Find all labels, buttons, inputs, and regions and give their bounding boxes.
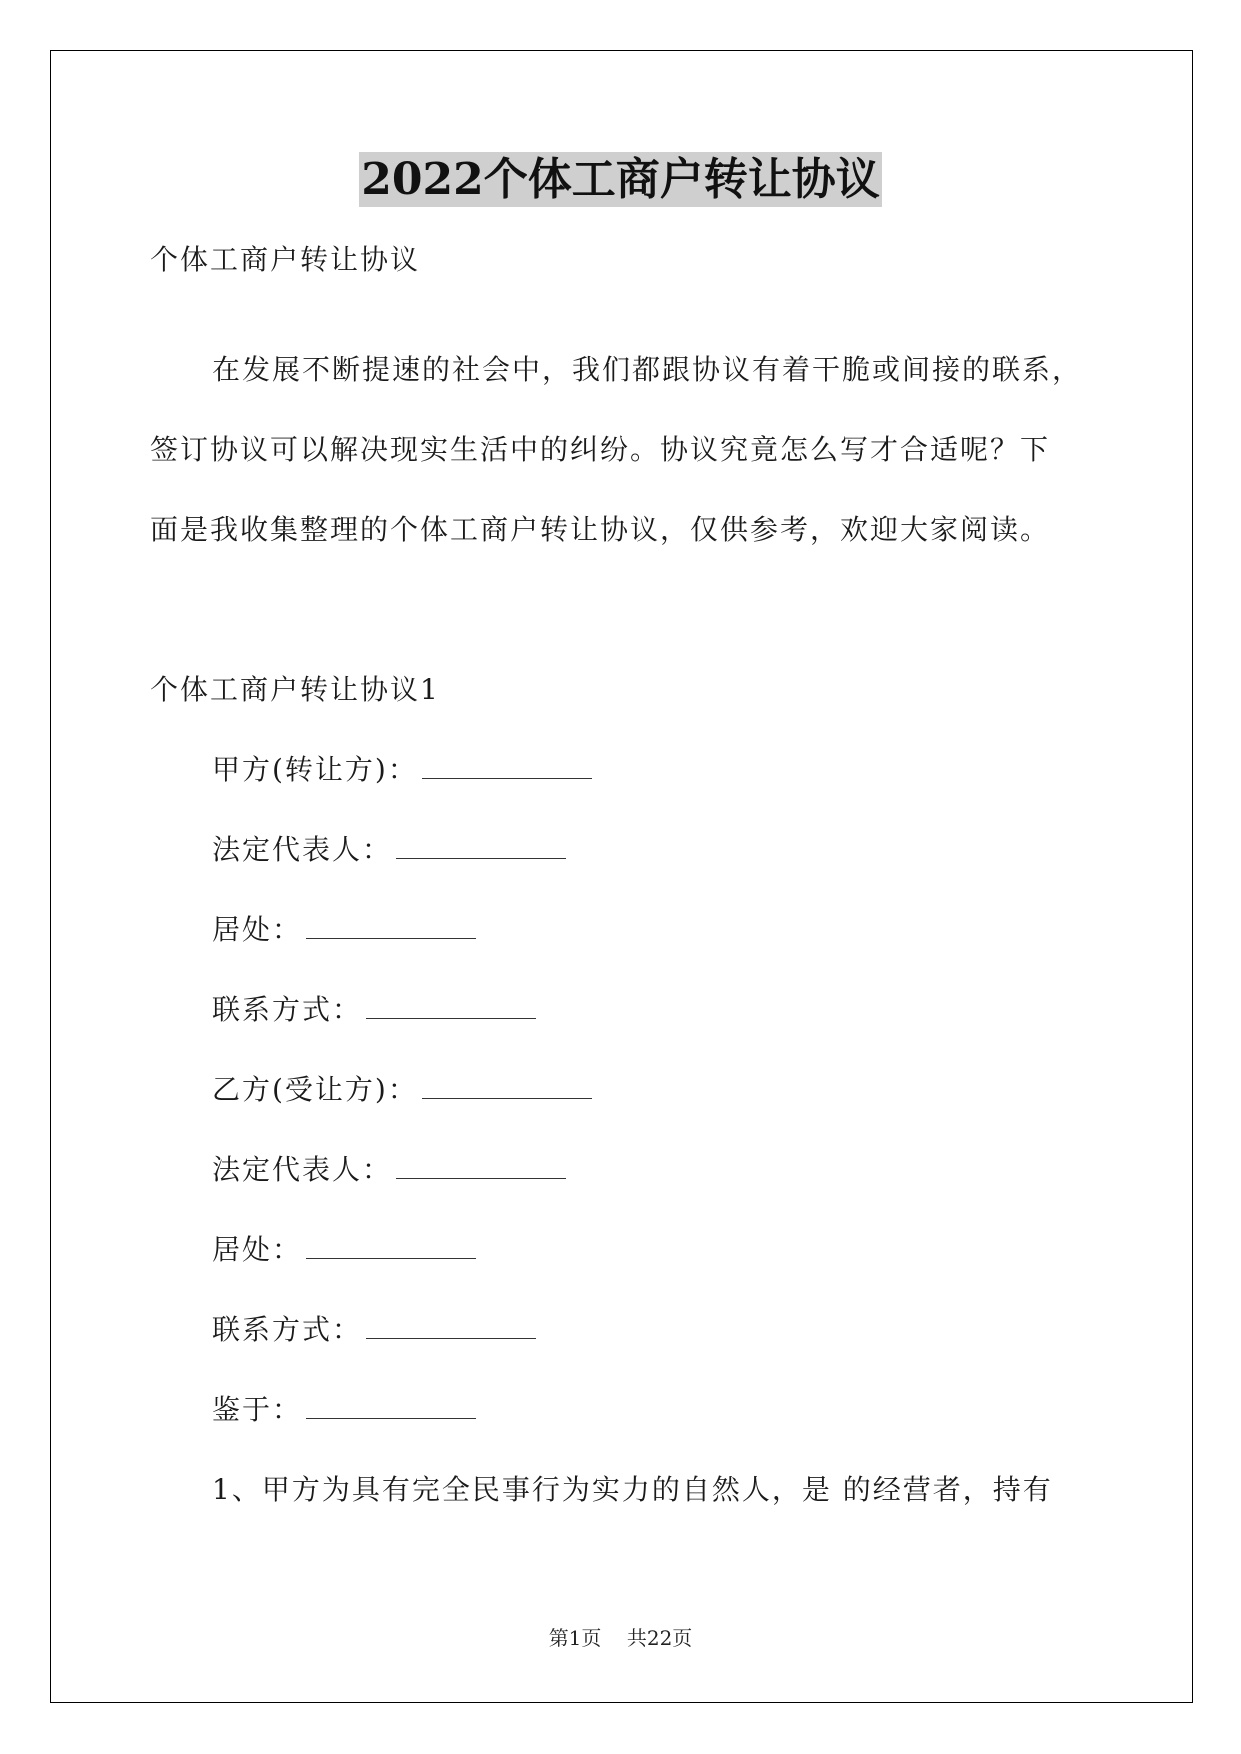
party-a-address-blank-line [306,938,476,939]
field-party-b-address [212,1230,476,1270]
field-party-a-address [212,910,476,950]
party-a-blank-line [422,778,592,779]
party-b-blank-line [422,1098,592,1099]
field-party-a-address-label: 居处： [212,913,303,946]
clause-1: 1、甲方为具有完全民事行为实力的自然人，是 的经营者，持有 [212,1473,1053,1506]
field-whereas [212,1390,476,1430]
field-party-a-legal-rep [212,830,566,870]
whereas-blank-line [306,1418,476,1419]
party-a-contact-blank-line [366,1018,536,1019]
field-party-b-legal-rep [212,1150,566,1190]
field-party-b-contact [212,1310,536,1350]
party-a-legal-rep-blank-line [396,858,566,859]
document-title-text: 2022个体工商户转让协议 [361,154,880,205]
field-party-b [212,1070,592,1110]
field-party-a [212,750,592,790]
intro-line-3: 面是我收集整理的个体工商户转让协议，仅供参考，欢迎大家阅读。 [150,513,1051,546]
page-border [50,50,1193,1703]
section-title: 个体工商户转让协议1 [150,673,440,706]
document-title [0,150,1241,210]
field-party-a-legal-rep-label: 法定代表人： [212,833,393,866]
party-b-contact-blank-line [366,1338,536,1339]
field-party-b-address-label: 居处： [212,1233,303,1266]
field-party-a-contact-label: 联系方式： [212,993,363,1026]
field-party-a-contact [212,990,536,1030]
intro-line-1: 在发展不断提速的社会中，我们都跟协议有着干脆或间接的联系， [212,353,1083,386]
document-subtitle: 个体工商户转让协议 [150,243,421,276]
page-number: 第1页 共22页 [548,1626,693,1650]
field-party-b-label: 乙方(受让方)： [212,1073,418,1106]
field-whereas-label: 鉴于： [212,1393,303,1426]
field-party-a-label: 甲方(转让方)： [212,753,418,786]
page-footer [0,1625,1241,1651]
field-party-b-contact-label: 联系方式： [212,1313,363,1346]
field-party-b-legal-rep-label: 法定代表人： [212,1153,393,1186]
party-b-legal-rep-blank-line [396,1178,566,1179]
intro-line-2: 签订协议可以解决现实生活中的纠纷。协议究竟怎么写才合适呢？下 [150,433,1051,466]
party-b-address-blank-line [306,1258,476,1259]
